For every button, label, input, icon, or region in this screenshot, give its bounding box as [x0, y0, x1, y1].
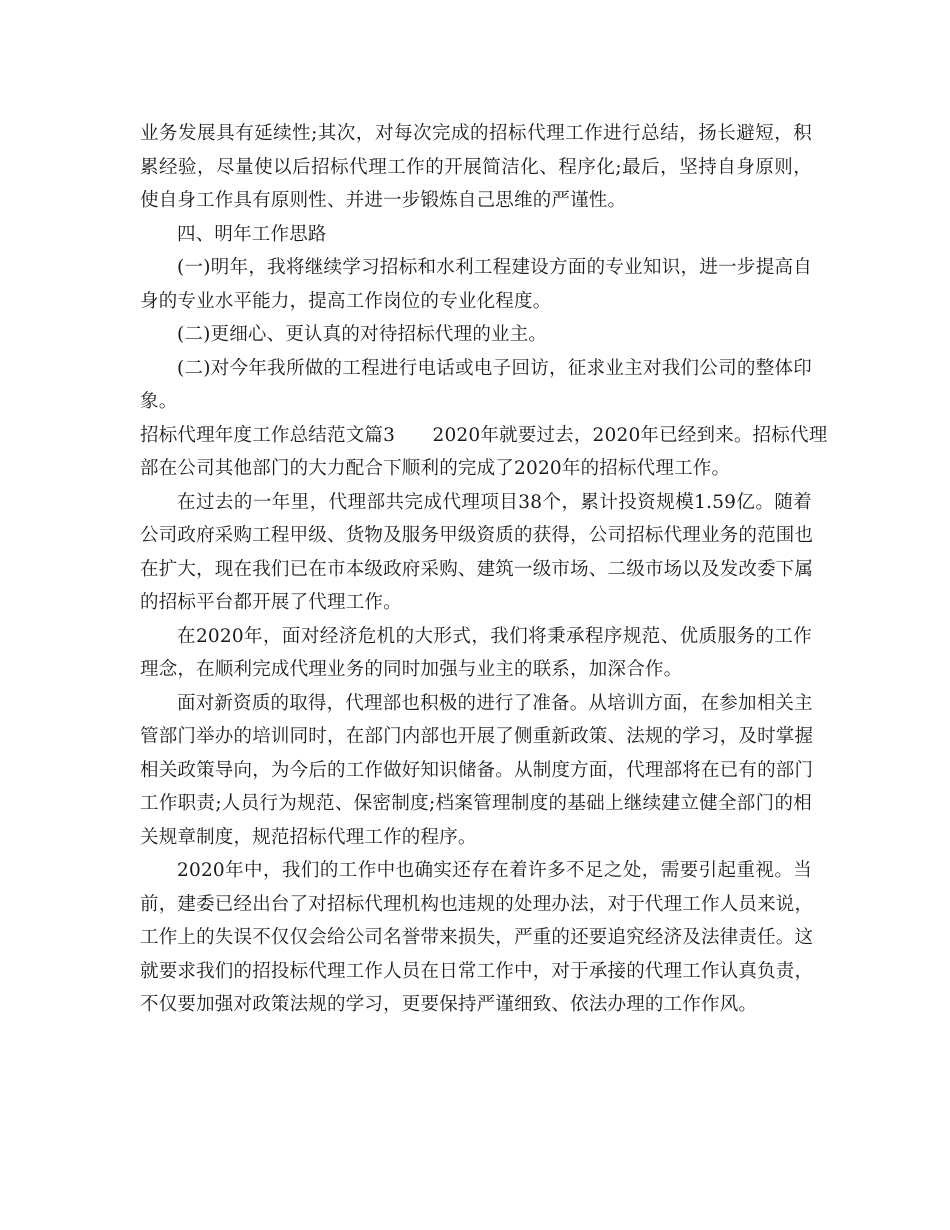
text-line: 就要求我们的招投标代理工作人员在日常工作中，对于承接的代理工作认真负责，	[140, 960, 814, 982]
text-line: 在过去的一年里，代理部共完成代理项目38个，累计投资规模1.59亿。随着	[177, 491, 812, 513]
document-body	[140, 117, 828, 1022]
text-line: 2020年中，我们的工作中也确实还存在着许多不足之处，需要引起重视。当	[177, 860, 812, 881]
text-line: 部在公司其他部门的大力配合下顺利的完成了2020年的招标代理工作。	[140, 458, 731, 479]
text-line: 累经验，尽量使以后招标代理工作的开展简洁化、程序化;最后，坚持自身原则，	[140, 156, 812, 178]
text-line: 工作职责;人员行为规范、保密制度;档案管理制度的基础上继续建立健全部门的相	[140, 793, 812, 814]
text-line: 理念，在顺利完成代理业务的同时加强与业主的联系，加深合作。	[140, 659, 683, 680]
text-line: 公司政府采购工程甲级、货物及服务甲级资质的获得，公司招标代理业务的范围也	[140, 525, 814, 546]
text-line: 前，建委已经出台了对招标代理机构也违规的处理办法，对于代理工作人员来说，	[140, 893, 814, 915]
article-title-line: 招标代理年度工作总结范文篇3 2020年就要过去，2020年已经到来。招标代理	[140, 424, 828, 446]
text-line: (二)更细心、更认真的对待招标代理的业主。	[177, 324, 548, 345]
text-line: 的招标平台都开展了代理工作。	[140, 592, 402, 613]
text-line: 相关政策导向，为今后的工作做好知识储备。从制度方面，代理部将在已有的部门	[140, 759, 814, 781]
text-line: 面对新资质的取得，代理部也积极的进行了准备。从培训方面，在参加相关主	[177, 692, 813, 714]
text-line: 关规章制度，规范招标代理工作的程序。	[140, 826, 477, 848]
text-line: 身的专业水平能力，提高工作岗位的专业化程度。	[140, 290, 552, 312]
text-line: 不仅要加强对政策法规的学习，更要保持严谨细致、依法办理的工作作风。	[140, 994, 758, 1015]
text-line: 使自身工作具有原则性、并进一步锻炼自己思维的严谨性。	[140, 190, 627, 211]
text-line: 在2020年，面对经济危机的大形式，我们将秉承程序规范、优质服务的工作	[177, 625, 812, 647]
section-heading: 四、明年工作思路	[177, 223, 327, 245]
text-line: (二)对今年我所做的工程进行电话或电子回访，征求业主对我们公司的整体印	[177, 357, 812, 379]
text-line: 象。	[140, 391, 178, 412]
text-line: 在扩大，现在我们已在市本级政府采购、建筑一级市场、二级市场以及发改委下属	[140, 558, 814, 580]
text-line: (一)明年，我将继续学习招标和水利工程建设方面的专业知识，进一步提高自	[177, 257, 812, 278]
text-line: 工作上的失误不仅仅会给公司名誉带来损失，严重的还要追究经济及法律责任。这	[140, 927, 814, 948]
text-line: 业务发展具有延续性;其次，对每次完成的招标代理工作进行总结，扬长避短，积	[140, 123, 812, 144]
text-line: 管部门举办的培训同时，在部门内部也开展了侧重新政策、法规的学习，及时掌握	[140, 726, 814, 747]
